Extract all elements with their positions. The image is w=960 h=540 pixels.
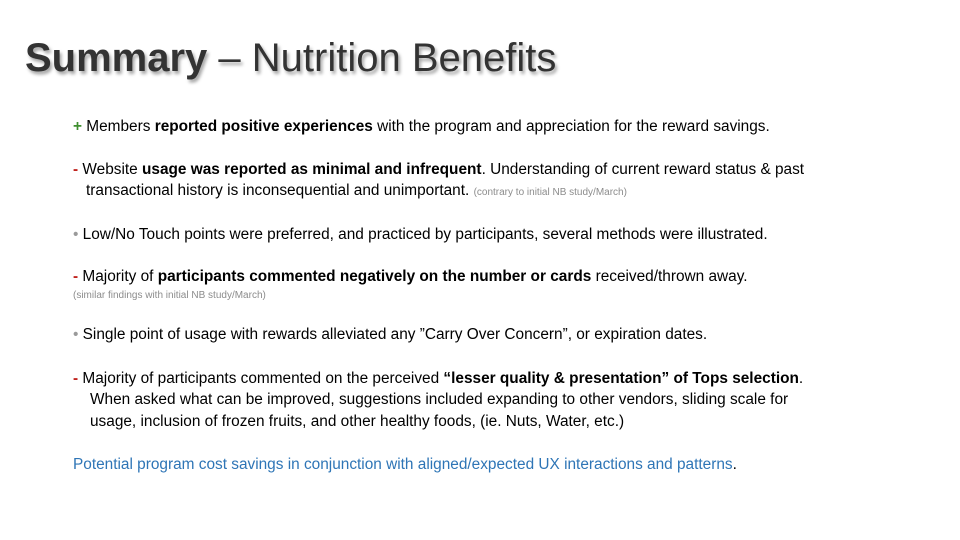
study-note: (similar findings with initial NB study/March)	[73, 290, 266, 301]
bullet-website-usage-cont: transactional history is inconsequential and unimportant. (contrary to initial NB study/March)	[86, 182, 627, 199]
bullet-single-point: • Single point of usage with rewards alleviated any ”Carry Over Concern”, or expiration dates.	[73, 326, 708, 343]
minus-marker: -	[73, 268, 79, 285]
conclusion: Potential program cost savings in conjunction with aligned/expected UX interactions and patterns.	[73, 456, 737, 473]
bullet-positive-experiences: + Members reported positive experiences with the program and appreciation for the reward savings.	[73, 118, 770, 135]
dot-marker: •	[73, 326, 79, 343]
slide-title	[25, 32, 556, 84]
minus-marker: -	[73, 370, 79, 387]
bullet-cards-negative: - Majority of participants commented negatively on the number or cards received/thrown away.	[73, 268, 748, 285]
plus-marker: +	[73, 118, 82, 135]
minus-marker: -	[73, 161, 79, 178]
title-rest: – Nutrition Benefits	[207, 36, 557, 80]
dot-marker: •	[73, 226, 79, 243]
study-note: (contrary to initial NB study/March)	[473, 187, 627, 198]
bullet-quality-cont-1: When asked what can be improved, suggestions included expanding to other vendors, sliding scale for	[90, 391, 789, 408]
conclusion-text: Potential program cost savings in conjunction with aligned/expected UX interactions and patterns	[73, 456, 733, 473]
bullet-low-touch: • Low/No Touch points were preferred, and practiced by participants, several methods were illustrated.	[73, 226, 768, 243]
bullet-quality-cont-2: usage, inclusion of frozen fruits, and other healthy foods, (ie. Nuts, Water, etc.)	[90, 413, 625, 430]
bullet-website-usage: - Website usage was reported as minimal and infrequent. Understanding of current reward status & past	[73, 161, 805, 178]
title-bold: Summary	[25, 36, 208, 80]
bullet-quality: - Majority of participants commented on the perceived “lesser quality & presentation” of Tops selection.	[73, 370, 804, 387]
